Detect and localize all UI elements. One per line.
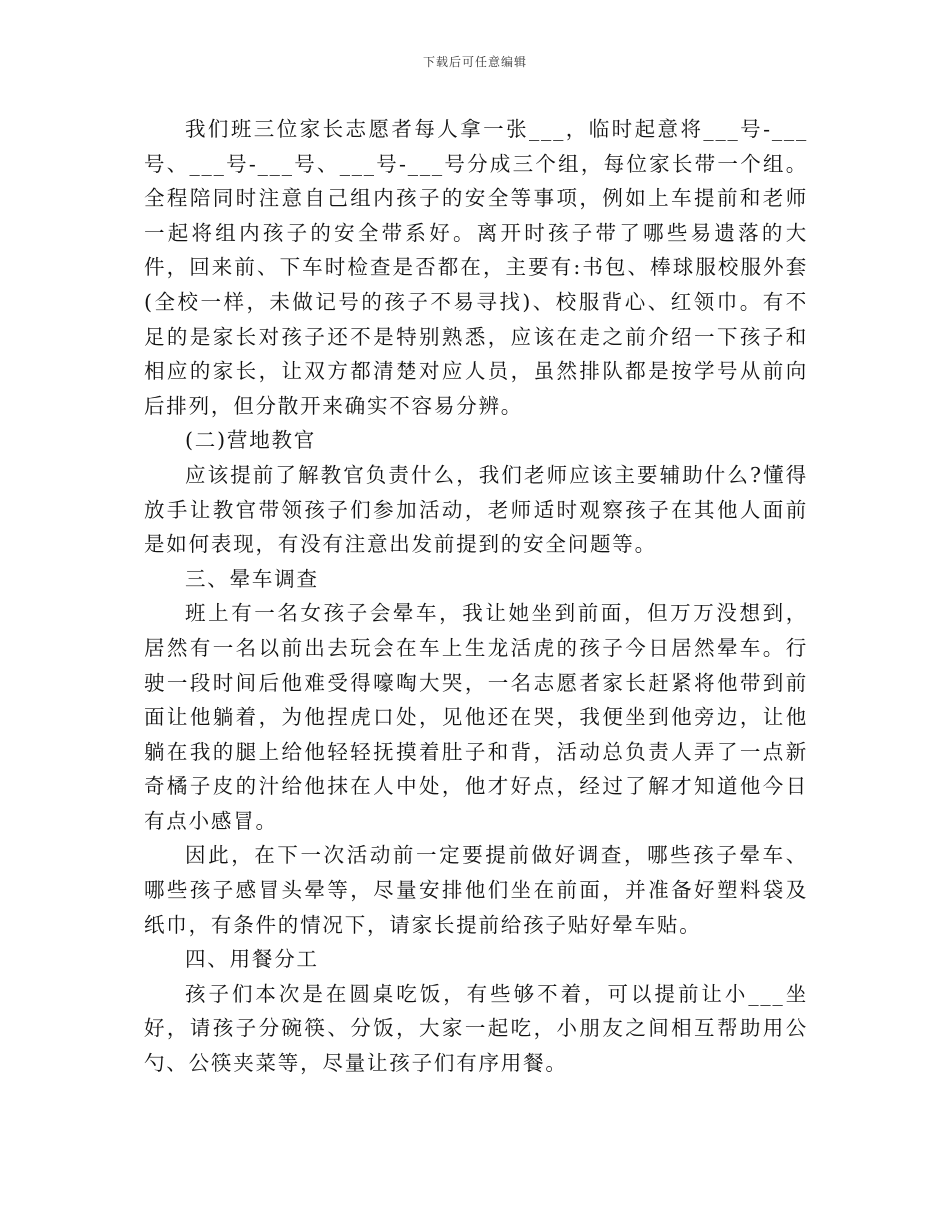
- page-header: 下载后可任意编辑: [422, 55, 527, 69]
- paragraph-camp-instructor: 应该提前了解教官负责什么，我们老师应该主要辅助什么?懂得放手让教官带领孩子们参加活动，老师适时观察孩子在其他人面前是如何表现，有没有注意出发前提到的安全问题等。: [144, 462, 808, 557]
- heading-camp-instructor: (二)营地教官: [185, 428, 317, 453]
- heading-meal-division: 四、用餐分工: [185, 947, 319, 972]
- heading-motion-sickness-survey: 三、晕车调查: [185, 566, 319, 591]
- paragraph-parent-volunteers: 我们班三位家长志愿者每人拿一张___，临时起意将___号-___号、___号-___号、___号-___号分成三个组，每位家长带一个组。全程陪同时注意自己组内孩子的安全等事项，例如上车提前和老师一起将组内孩子的安全带系好。离开时孩子带了哪些易遗落的大件，回来前、下车时检查是否都在，主要有:书包、棒球服校服外套(全校一样，未做记号的孩子不易寻找)、校服背心、红领巾。有不足的是家长对孩子还不是特别熟悉，应该在走之前介绍一下孩子和相应的家长，让双方都清楚对应人员，虽然排队都是按学号从前向后排列，但分散开来确实不容易分辨。: [144, 117, 808, 418]
- document-body: [144, 112, 808, 1081]
- paragraph-meal-division: 孩子们本次是在圆桌吃饭，有些够不着，可以提前让小___坐好，请孩子分碗筷、分饭，大家一起吃，小朋友之间相互帮助用公勺、公筷夹菜等，尽量让孩子们有序用餐。: [144, 981, 808, 1076]
- paragraph-motion-sickness-plan: 因此，在下一次活动前一定要提前做好调查，哪些孩子晕车、哪些孩子感冒头晕等，尽量安排他们坐在前面，并准备好塑料袋及纸巾，有条件的情况下，请家长提前给孩子贴好晕车贴。: [144, 843, 808, 937]
- paragraph-motion-sickness-story: 班上有一名女孩子会晕车，我让她坐到前面，但万万没想到，居然有一名以前出去玩会在车上生龙活虎的孩子今日居然晕车。行驶一段时间后他难受得嚎啕大哭，一名志愿者家长赶紧将他带到前面让他躺着，为他捏虎口处，见他还在哭，我便坐到他旁边，让他躺在我的腿上给他轻轻抚摸着肚子和背，活动总负责人弄了一点新奇橘子皮的汁给他抹在人中处，他才好点，经过了解才知道他今日有点小感冒。: [144, 601, 808, 833]
